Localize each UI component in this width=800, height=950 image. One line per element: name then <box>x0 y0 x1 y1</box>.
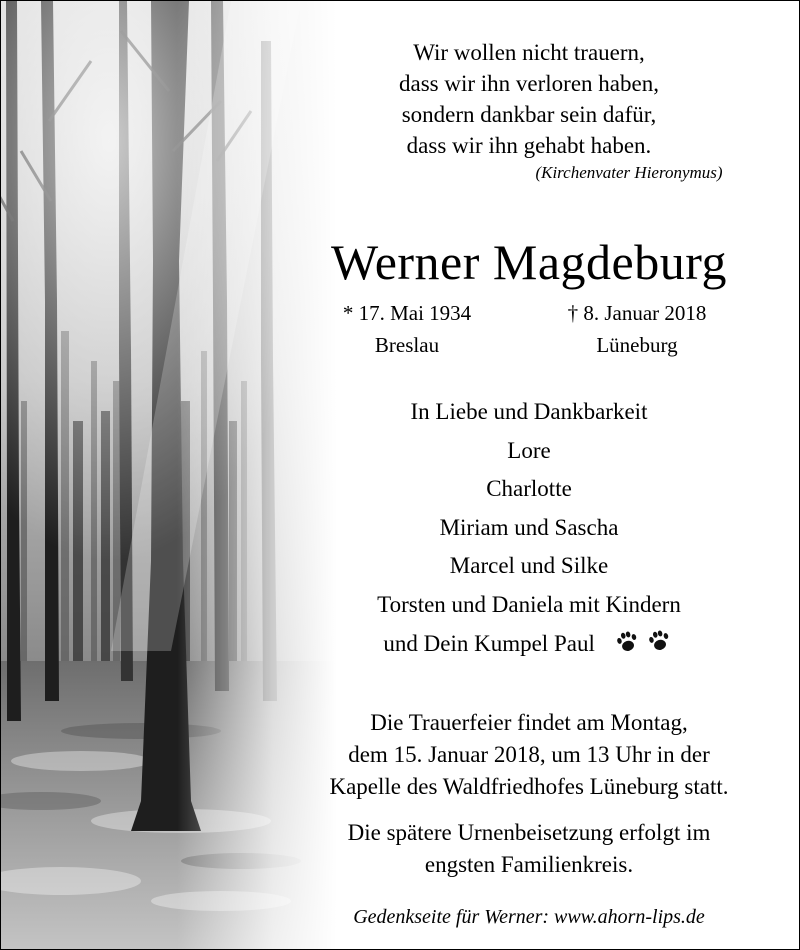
poem-line: dass wir ihn verloren haben, <box>399 71 659 96</box>
poem-line: dass wir ihn gehabt haben. <box>406 133 652 158</box>
paw-print-icon <box>615 629 675 655</box>
mourner-line: Miriam und Sascha <box>439 514 619 540</box>
funeral-line: Kapelle des Waldfriedhofes Lüneburg statt. <box>329 774 729 799</box>
birth-place: Breslau <box>374 333 440 357</box>
death-date: † 8. Januar 2018 <box>567 301 707 325</box>
death-info <box>517 299 757 363</box>
funeral-line: Die Trauerfeier findet am Montag, <box>370 710 688 735</box>
mourners-list <box>259 393 799 663</box>
mourner-line: In Liebe und Dankbarkeit <box>410 399 648 424</box>
poem-source: (Kirchenvater Hieronymus) <box>535 163 723 182</box>
urn-burial-note <box>259 817 799 881</box>
poem-line: sondern dankbar sein dafür, <box>401 102 657 127</box>
urn-line: engsten Familienkreis. <box>424 852 634 877</box>
mourner-line: Lore <box>507 437 551 463</box>
poem-line: Wir wollen nicht trauern, <box>413 40 645 65</box>
death-place: Lüneburg <box>596 333 678 357</box>
notice-text <box>259 1 799 950</box>
birth-info <box>287 299 527 363</box>
mourner-line-pet <box>259 625 799 664</box>
mourner-line: Marcel und Silke <box>449 553 609 579</box>
funeral-details <box>259 707 799 803</box>
deceased-name: Werner Magdeburg <box>331 234 727 290</box>
birth-date: * 17. Mai 1934 <box>342 301 472 325</box>
mourner-line: Charlotte <box>486 476 572 502</box>
urn-line: Die spätere Urnenbeisetzung erfolgt im <box>347 820 711 845</box>
funeral-line: dem 15. Januar 2018, um 13 Uhr in der <box>348 742 710 767</box>
poem <box>259 37 799 184</box>
mourner-line: Torsten und Daniela mit Kindern <box>377 591 681 617</box>
pet-mourner: und Dein Kumpel Paul <box>383 630 595 656</box>
memorial-page-link[interactable]: Gedenkseite für Werner: www.ahorn-lips.de <box>353 906 705 928</box>
